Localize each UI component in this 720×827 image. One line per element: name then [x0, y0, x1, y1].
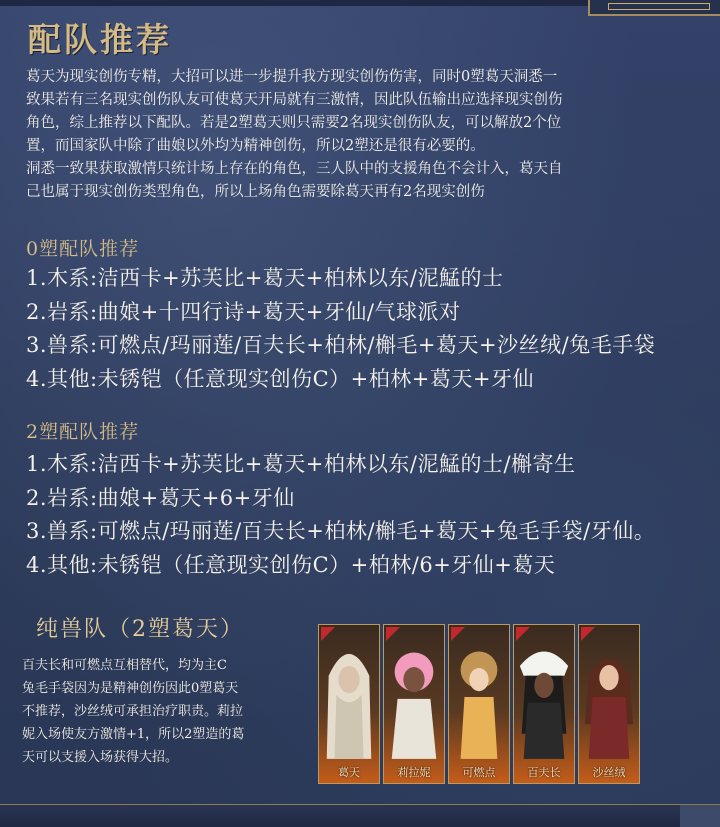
character-name: 葛天 — [338, 766, 360, 779]
character-name: 沙丝绒 — [592, 766, 626, 779]
character-portrait-icon — [579, 637, 639, 759]
list-item: 1.木系:洁西卡+苏芙比+葛天+柏林以东/泥鯭的士/槲寄生 — [26, 452, 576, 476]
character-portrait-icon — [319, 637, 379, 759]
list-item: 1.木系:洁西卡+苏芙比+葛天+柏林以东/泥鯭的士 — [26, 266, 504, 290]
intro-line: 葛天为现实创伤专精，大招可以进一步提升我方现实创伤伤害，同时0塑葛天洞悉一 — [26, 69, 558, 85]
character-name: 可燃点 — [462, 766, 496, 779]
description-line: 兔毛手袋因为是精神创伤因此0塑葛天 — [22, 681, 239, 696]
character-name: 莉拉妮 — [397, 766, 431, 779]
character-card — [578, 624, 640, 784]
intro-line: 洞悉一致果获取激情只统计场上存在的角色，三人队中的支援角色不会计入，葛天自 — [26, 161, 563, 177]
pure-team-description — [22, 654, 308, 769]
intro-line: 致果若有三名现实创伤队友可使葛天开局就有三激情，因此队伍输出应选择现实创伤 — [26, 92, 563, 108]
description-line: 天可以支援入场获得大招。 — [22, 750, 179, 765]
pure-beast-team-box — [14, 612, 310, 804]
list-item: 2.岩系:曲娘+十四行诗+葛天+牙仙/气球派对 — [26, 299, 461, 324]
character-portrait-icon — [514, 637, 574, 759]
list-item: 3.兽系:可燃点/玛丽莲/百夫长+柏林/槲毛+葛天+沙丝绒/兔毛手袋 — [26, 333, 656, 357]
description-line: 百夫长和可燃点互相替代，均为主C — [22, 658, 227, 673]
corner-ornament — [588, 0, 720, 16]
character-card — [448, 624, 510, 784]
team-list-2 — [26, 448, 706, 582]
intro-line: 置，而国家队中除了曲娘以外均为精神创伤，所以2塑还是很有必要的。 — [26, 138, 485, 154]
bottom-bar — [0, 804, 720, 827]
team-list-0 — [26, 262, 706, 396]
character-card — [513, 624, 575, 784]
intro-line: 角色，综上推荐以下配队。若是2塑葛天则只需要2名现实创伤队友，可以解放2个位 — [26, 115, 562, 131]
intro-paragraph — [26, 66, 698, 204]
character-portrait-icon — [384, 637, 444, 759]
list-item: 3.兽系:可燃点/玛丽莲/百夫长+柏林/槲毛+葛天+兔毛手袋/牙仙。 — [26, 519, 656, 543]
character-portrait-icon — [449, 637, 509, 759]
description-line: 不推荐，沙丝绒可承担治疗职责。莉拉 — [22, 704, 244, 719]
list-item: 4.其他:未锈铠（任意现实创伤C）+柏林+葛天+牙仙 — [26, 366, 534, 391]
pure-team-title: 纯兽队（2塑葛天） — [36, 617, 244, 642]
intro-line: 己也属于现实创伤类型角色，所以上场角色需要除葛天再有2名现实创伤 — [26, 184, 485, 200]
page-title: 配队推荐 — [28, 20, 172, 59]
description-line: 妮入场使友方激情+1，所以2塑造的葛 — [22, 727, 245, 742]
character-cards — [318, 624, 702, 786]
character-card — [383, 624, 445, 784]
list-item: 4.其他:未锈铠（任意现实创伤C）+柏林/6+牙仙+葛天 — [26, 552, 556, 577]
section-heading-2: 2塑配队推荐 — [26, 421, 140, 443]
character-card — [318, 624, 380, 784]
character-name: 百夫长 — [527, 766, 561, 779]
list-item: 2.岩系:曲娘+葛天+6+牙仙 — [26, 485, 295, 510]
section-heading-0: 0塑配队推荐 — [26, 238, 140, 260]
